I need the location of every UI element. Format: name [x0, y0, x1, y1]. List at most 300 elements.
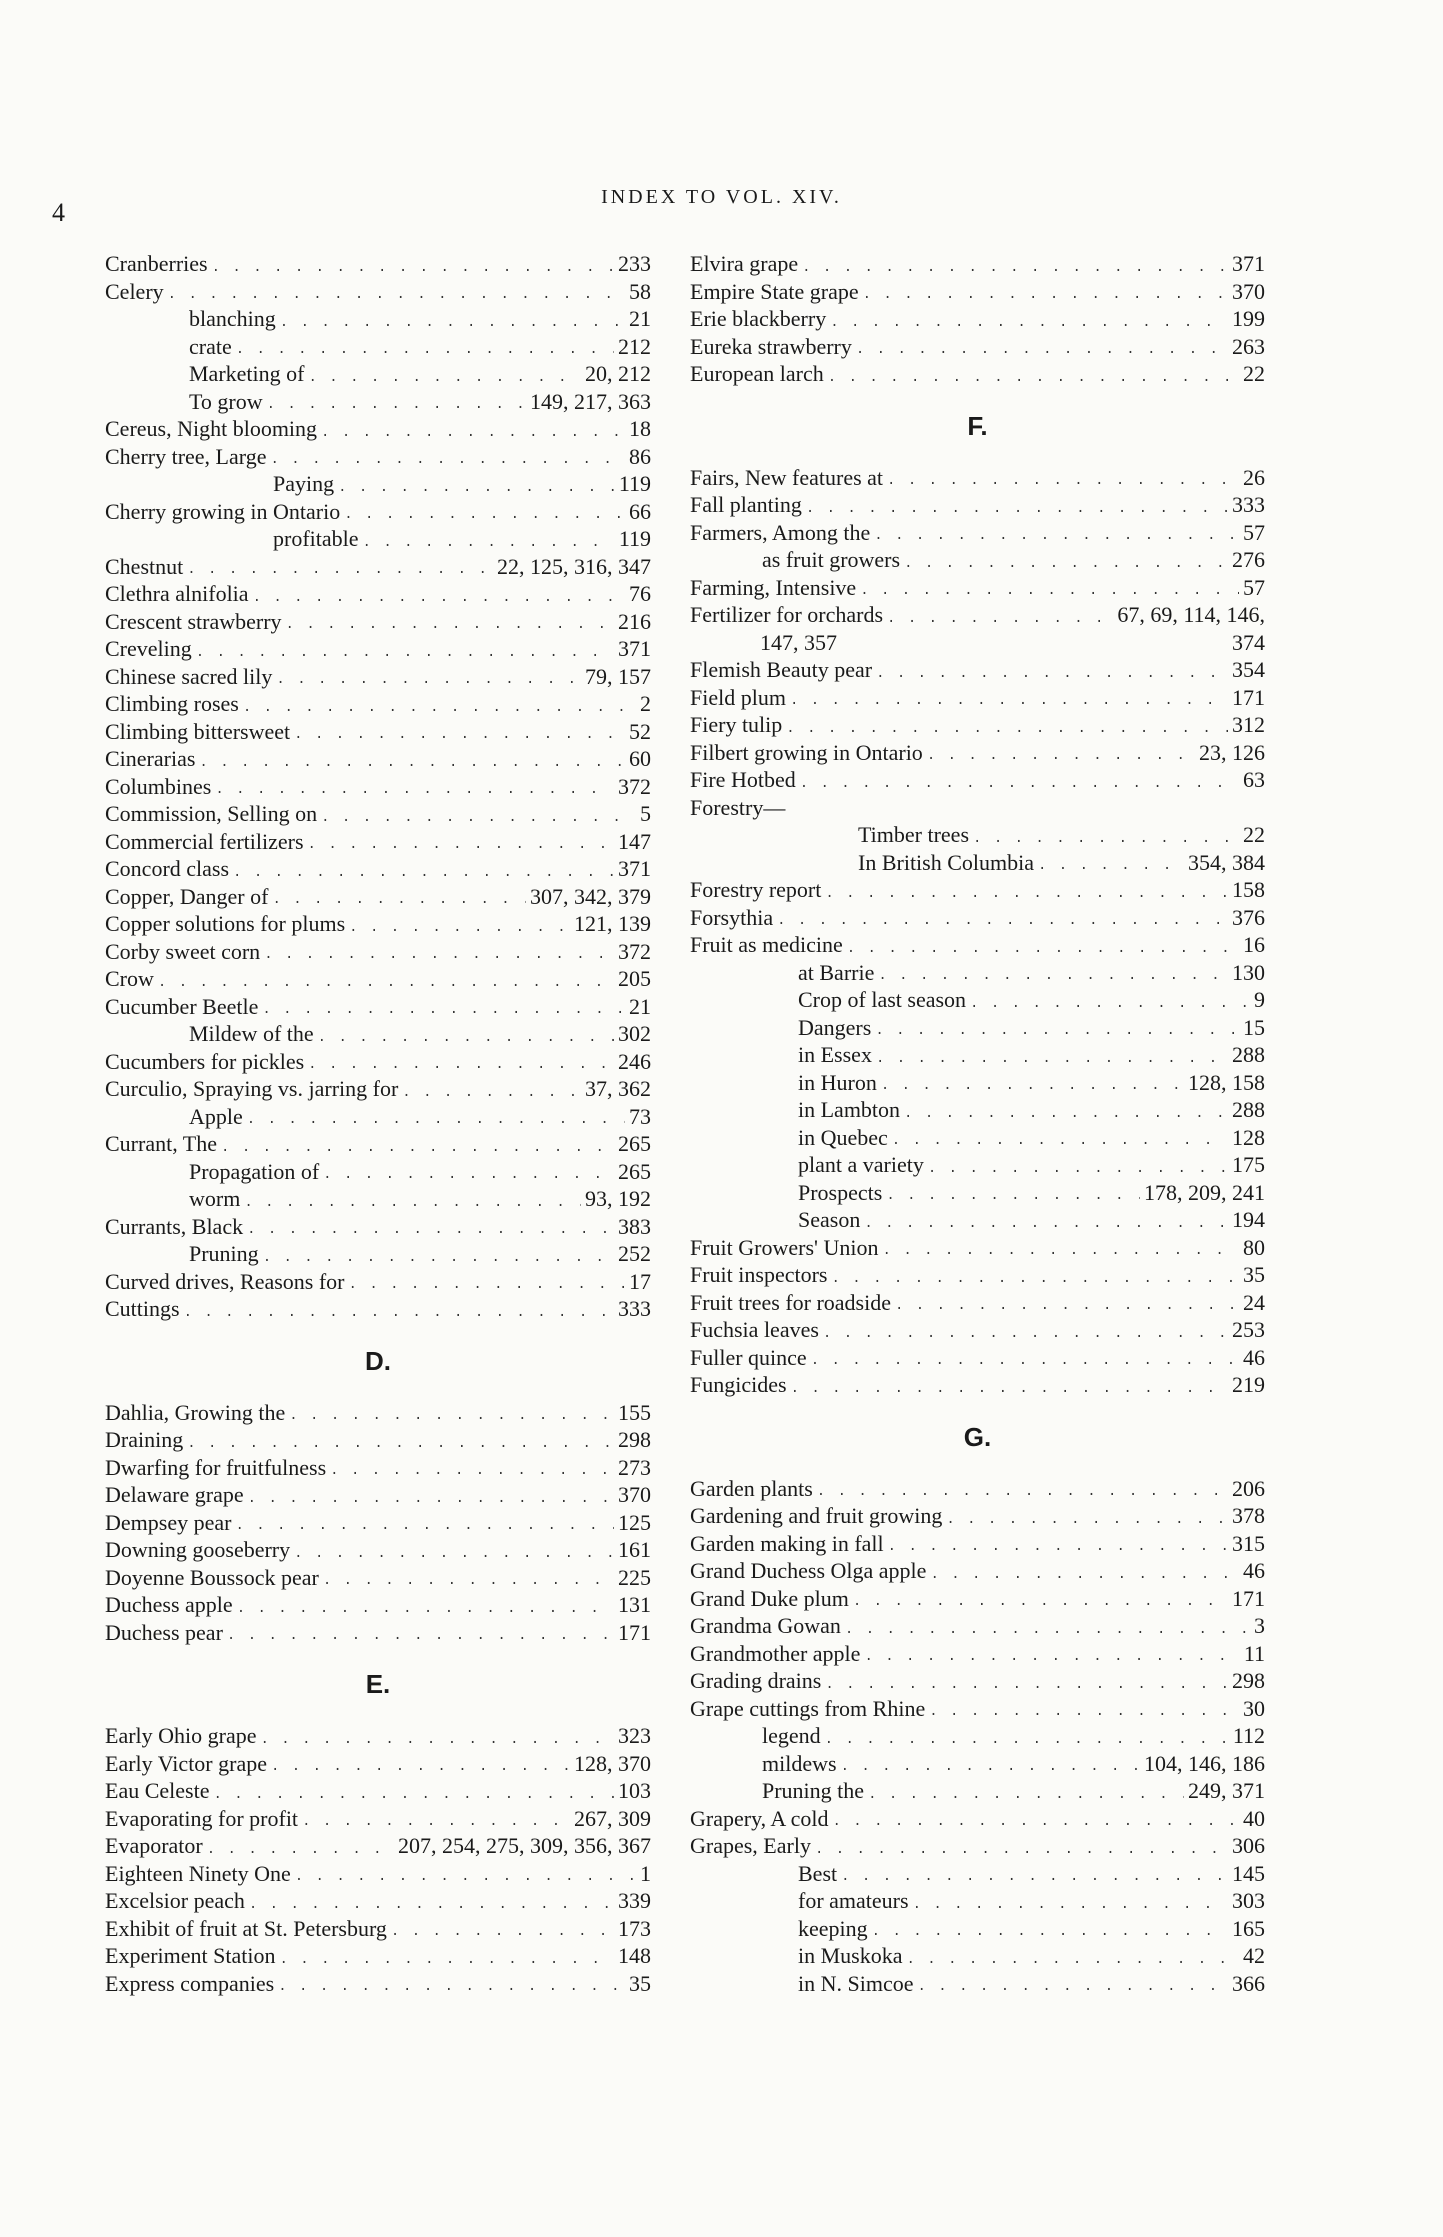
- entry-pages: 147: [618, 828, 651, 854]
- dot-leader: [1038, 856, 1184, 876]
- index-entry: [105, 773, 651, 801]
- index-entry: [690, 656, 1265, 684]
- entry-label: Field plum: [690, 684, 786, 710]
- index-entry: [690, 959, 1265, 987]
- dot-leader: [184, 1303, 614, 1323]
- entry-pages: 246: [618, 1048, 651, 1074]
- entry-label: legend: [762, 1723, 821, 1748]
- dot-leader: [823, 1324, 1228, 1344]
- index-entry: [105, 1268, 651, 1296]
- entry-pages: 130: [1232, 959, 1265, 985]
- entry-label: Eighteen Ninety One: [105, 1860, 291, 1886]
- entry-pages: 323: [618, 1723, 651, 1748]
- entry-label: Eureka strawberry: [690, 333, 852, 359]
- entry-label: Currants, Black: [105, 1213, 244, 1239]
- index-entry: [105, 250, 651, 278]
- dot-leader: [929, 1702, 1239, 1722]
- index-entry: [690, 1124, 1265, 1152]
- entry-pages: 42: [1243, 1943, 1265, 1968]
- dot-leader: [244, 1193, 581, 1213]
- entry-label: plant a variety: [798, 1152, 924, 1177]
- entry-label: Cinerarias: [105, 746, 196, 771]
- dot-leader: [918, 1977, 1229, 1997]
- entry-label: Copper solutions for plums: [105, 911, 346, 936]
- dot-leader: [887, 471, 1239, 491]
- entry-pages: 9: [1254, 987, 1265, 1012]
- entry-label: Commission, Selling on: [105, 801, 318, 826]
- index-entry: [105, 1158, 651, 1186]
- dot-leader: [876, 1049, 1228, 1069]
- index-entry: [690, 1206, 1265, 1234]
- right-column: [690, 250, 1265, 1997]
- entry-label: Curved drives, Reasons for: [105, 1268, 345, 1294]
- entry-label: Grandmother apple: [690, 1640, 861, 1666]
- entry-label: Delaware grape: [105, 1482, 244, 1507]
- dot-leader: [881, 1076, 1184, 1096]
- entry-pages: 2: [640, 691, 651, 716]
- dot-leader: [308, 835, 614, 855]
- dot-leader: [973, 829, 1239, 849]
- entry-label: Corby sweet corn: [105, 938, 261, 964]
- index-entry: [105, 1722, 651, 1750]
- entry-label: Farmers, Among the: [690, 519, 871, 545]
- entry-pages: 21: [629, 306, 651, 331]
- dot-leader: [295, 1867, 636, 1887]
- entry-pages: 249, 371: [1188, 1778, 1265, 1803]
- entry-label: Season: [798, 1207, 861, 1232]
- dot-leader: [227, 1626, 614, 1646]
- dot-leader: [883, 1241, 1239, 1261]
- index-entry: [690, 1344, 1265, 1372]
- index-entry: [690, 684, 1265, 712]
- dot-leader: [207, 1840, 394, 1860]
- dot-leader: [856, 340, 1228, 360]
- entry-pages: 18: [629, 416, 651, 441]
- index-entry: [690, 711, 1265, 739]
- index-entry: [105, 470, 651, 498]
- dot-leader: [904, 1104, 1228, 1124]
- dot-leader: [187, 1434, 614, 1454]
- entry-label: Doyenne Boussock pear: [105, 1564, 319, 1590]
- dot-leader: [196, 643, 614, 663]
- dot-leader: [930, 1565, 1239, 1585]
- dot-leader: [970, 994, 1250, 1014]
- index-entry: [105, 498, 651, 526]
- dot-leader: [243, 698, 636, 718]
- entry-pages: 46: [1243, 1344, 1265, 1370]
- dot-leader: [791, 1379, 1228, 1399]
- entry-label: Cranberries: [105, 251, 208, 276]
- dot-leader: [253, 588, 625, 608]
- entry-pages: 366: [1232, 1970, 1265, 1996]
- index-entry: [690, 1805, 1265, 1833]
- dot-leader: [323, 1571, 614, 1591]
- index-entry: [690, 574, 1265, 602]
- dot-leader: [863, 285, 1228, 305]
- entry-pages: 155: [618, 1399, 651, 1425]
- index-entry: [690, 1722, 1265, 1750]
- entry-label: Filbert growing in Ontario: [690, 739, 923, 765]
- entry-pages: 80: [1243, 1234, 1265, 1260]
- e-entries: [105, 1722, 651, 1997]
- dot-leader: [199, 753, 625, 773]
- section-heading-e: E.: [365, 1669, 391, 1699]
- entry-label: Fruit as medicine: [690, 932, 843, 957]
- dot-leader: [262, 1000, 625, 1020]
- entry-label: in Quebec: [798, 1124, 888, 1150]
- dot-leader: [264, 945, 614, 965]
- index-entry: [105, 525, 651, 553]
- entry-label: European larch: [690, 361, 824, 386]
- index-entry: [690, 821, 1265, 849]
- continuation-label: 147, 357: [760, 629, 837, 655]
- entry-label: Climbing bittersweet: [105, 718, 291, 744]
- dot-leader: [187, 560, 493, 580]
- entry-pages: 371: [618, 856, 651, 881]
- entry-pages: 40: [1243, 1805, 1265, 1831]
- index-entry: [690, 1860, 1265, 1888]
- entry-pages: 37, 362: [585, 1076, 651, 1101]
- entry-pages: 60: [629, 746, 651, 771]
- entry-pages: 161: [618, 1537, 651, 1562]
- dot-leader: [308, 368, 581, 388]
- index-entry: [690, 1316, 1265, 1344]
- entry-label: in Lambton: [798, 1097, 901, 1122]
- entry-label: Cherry tree, Large: [105, 443, 267, 469]
- entry-label: Currant, The: [105, 1131, 218, 1156]
- index-entry: [690, 1371, 1265, 1399]
- entry-label: Fungicides: [690, 1372, 787, 1397]
- entry-label: Creveling: [105, 636, 192, 661]
- index-entry: [690, 250, 1265, 278]
- index-entry: [690, 794, 1265, 822]
- entry-pages: 339: [618, 1888, 651, 1913]
- index-entry: [105, 360, 651, 388]
- entry-pages: 128, 370: [574, 1750, 651, 1776]
- dot-leader: [233, 863, 614, 883]
- entry-pages: 112: [1232, 1723, 1265, 1748]
- entry-label: Forestry report: [690, 877, 822, 902]
- index-entry: [105, 1075, 651, 1103]
- index-entry: [105, 1426, 651, 1454]
- index-entry: [105, 745, 651, 773]
- entry-label: mildews: [762, 1750, 837, 1776]
- entry-pages: 21: [629, 993, 651, 1019]
- index-entry: [105, 1750, 651, 1778]
- dot-leader: [249, 1895, 614, 1915]
- entry-pages: 26: [1243, 464, 1265, 490]
- index-entry: [105, 1185, 651, 1213]
- index-entry: [690, 849, 1265, 877]
- index-entry: [690, 1750, 1265, 1778]
- entry-label: Clethra alnifolia: [105, 581, 249, 606]
- entry-label: Flemish Beauty pear: [690, 657, 873, 682]
- entry-pages: 11: [1243, 1640, 1265, 1666]
- index-entry: [105, 1481, 651, 1509]
- dot-leader: [832, 1812, 1239, 1832]
- entry-label: Grading drains: [690, 1668, 822, 1693]
- index-entry: [690, 1695, 1265, 1723]
- dot-leader: [215, 780, 614, 800]
- dot-leader: [272, 890, 526, 910]
- dot-leader: [235, 1516, 614, 1536]
- entry-pages: 178, 209, 241: [1144, 1179, 1265, 1205]
- dot-leader: [815, 1840, 1228, 1860]
- dot-leader: [402, 1083, 581, 1103]
- entry-pages: 58: [629, 278, 651, 304]
- entry-pages: 128: [1232, 1124, 1265, 1150]
- index-entry: [105, 1942, 651, 1970]
- entry-pages: 46: [1243, 1558, 1265, 1583]
- entry-label: Forestry—: [690, 794, 786, 820]
- index-entry: [690, 491, 1265, 519]
- entry-label: Fuchsia leaves: [690, 1317, 819, 1342]
- entry-pages: 35: [1243, 1262, 1265, 1287]
- dot-leader: [868, 1785, 1184, 1805]
- dot-leader: [864, 1214, 1228, 1234]
- dot-leader: [886, 1186, 1140, 1206]
- entry-pages: 298: [618, 1427, 651, 1452]
- index-entry: [690, 278, 1265, 306]
- entry-pages: 57: [1243, 519, 1265, 545]
- entry-label: Fruit trees for roadside: [690, 1289, 891, 1315]
- section-heading-g: G.: [963, 1421, 992, 1452]
- entry-pages: 24: [1243, 1289, 1265, 1315]
- entry-pages: 265: [618, 1158, 651, 1184]
- entry-label: Paying: [273, 471, 335, 496]
- index-entry: [690, 464, 1265, 492]
- entry-label: Fuller quince: [690, 1344, 807, 1370]
- entry-pages: 216: [618, 608, 651, 634]
- entry-pages: 253: [1232, 1317, 1265, 1342]
- dot-leader: [213, 1785, 614, 1805]
- dot-leader: [221, 1138, 614, 1158]
- entry-label: In British Columbia: [858, 849, 1034, 875]
- entry-pages: 1: [640, 1860, 651, 1886]
- index-entry: [105, 1399, 651, 1427]
- entry-pages: 276: [1232, 547, 1265, 572]
- entry-pages: 119: [618, 526, 651, 551]
- entry-pages: 3: [1254, 1613, 1265, 1638]
- entry-pages: 158: [1232, 877, 1265, 902]
- entry-label: Garden plants: [690, 1475, 813, 1501]
- dot-leader: [895, 1296, 1239, 1316]
- dot-leader: [817, 1482, 1228, 1502]
- entry-pages: 30: [1243, 1695, 1265, 1721]
- index-entry: [105, 1213, 651, 1241]
- g-entries: [690, 1475, 1265, 1998]
- index-entry: [690, 601, 1265, 629]
- dot-leader: [904, 554, 1228, 574]
- dot-leader: [876, 664, 1228, 684]
- index-entry: [105, 1509, 651, 1537]
- entry-pages: 354, 384: [1188, 849, 1265, 875]
- entry-pages: 333: [618, 1296, 651, 1321]
- entry-label: To grow: [189, 388, 263, 414]
- index-entry: [105, 608, 651, 636]
- entry-label: Timber trees: [858, 822, 970, 847]
- entry-label: Propagation of: [189, 1158, 320, 1184]
- entry-pages: 378: [1232, 1503, 1265, 1528]
- entry-label: Dangers: [798, 1014, 872, 1040]
- entry-pages: 233: [618, 251, 651, 276]
- page-header: INDEX TO VOL. XIV.: [601, 186, 842, 208]
- dot-leader: [248, 1489, 614, 1509]
- entry-label: Crescent strawberry: [105, 608, 282, 634]
- index-entry: [105, 305, 651, 333]
- entry-pages: 206: [1232, 1475, 1265, 1501]
- index-entry: [690, 1151, 1265, 1179]
- index-entry: [690, 904, 1265, 932]
- dot-leader: [276, 670, 581, 690]
- entry-pages: 145: [1232, 1860, 1265, 1886]
- entry-pages: 383: [618, 1213, 651, 1239]
- index-entry: [105, 1970, 651, 1998]
- dot-leader: [349, 1275, 625, 1295]
- index-entry: [690, 1234, 1265, 1262]
- entry-pages: 76: [629, 581, 651, 606]
- index-entry: [105, 690, 651, 718]
- entry-pages: 119: [618, 471, 651, 496]
- entry-label: Early Victor grape: [105, 1750, 267, 1776]
- e-entries-continued: [690, 250, 1265, 388]
- entry-label: Early Ohio grape: [105, 1723, 257, 1748]
- entry-label: Grapes, Early: [690, 1833, 811, 1858]
- index-entry: [105, 828, 651, 856]
- entry-label: Climbing roses: [105, 691, 239, 716]
- dot-leader: [825, 1675, 1228, 1695]
- dot-leader: [845, 1620, 1250, 1640]
- entry-label: Garden making in fall: [690, 1530, 884, 1556]
- index-entry: [690, 360, 1265, 388]
- entry-label: Cereus, Night blooming: [105, 416, 318, 441]
- entry-pages: 370: [1232, 278, 1265, 304]
- index-entry: [690, 986, 1265, 1014]
- index-entry: [690, 876, 1265, 904]
- entry-label: at Barrie: [798, 959, 875, 985]
- index-entry: [105, 1130, 651, 1158]
- entry-label: Eau Celeste: [105, 1778, 210, 1803]
- entry-pages: 199: [1232, 306, 1265, 331]
- entry-pages: 73: [629, 1103, 651, 1129]
- entry-label: Evaporator: [105, 1833, 203, 1858]
- entry-pages: 171: [1232, 1585, 1265, 1611]
- index-entry: [690, 1832, 1265, 1860]
- entry-pages: 103: [618, 1778, 651, 1803]
- entry-label: Exhibit of fruit at St. Petersburg: [105, 1915, 387, 1941]
- entry-pages: 303: [1232, 1888, 1265, 1913]
- index-entry: [690, 1970, 1265, 1998]
- entry-label: Fall planting: [690, 492, 802, 517]
- index-entry: [690, 1667, 1265, 1695]
- entry-label: Chestnut: [105, 553, 184, 579]
- index-entry: [690, 1475, 1265, 1503]
- entry-pages: 205: [618, 966, 651, 991]
- entry-pages: 148: [618, 1943, 651, 1968]
- dot-leader: [294, 1544, 614, 1564]
- entry-pages: 121, 139: [574, 911, 651, 936]
- entry-pages: 273: [618, 1454, 651, 1480]
- entry-label: Grape cuttings from Rhine: [690, 1695, 926, 1721]
- index-entry: [690, 1069, 1265, 1097]
- dot-leader: [321, 808, 636, 828]
- entry-label: in Muskoka: [798, 1943, 903, 1968]
- index-entry: [690, 1557, 1265, 1585]
- index-entry: [690, 1096, 1265, 1124]
- entry-label: Grandma Gowan: [690, 1613, 841, 1638]
- entry-pages: 298: [1232, 1668, 1265, 1693]
- fertilizer-continuation: [690, 629, 1265, 657]
- dot-leader: [294, 725, 625, 745]
- dot-leader: [349, 918, 570, 938]
- entry-label: Forsythia: [690, 904, 774, 930]
- entry-pages: 66: [629, 498, 651, 524]
- entry-label: Express companies: [105, 1970, 275, 1996]
- index-entry: [690, 931, 1265, 959]
- section-heading-d: D.: [365, 1345, 391, 1376]
- entry-pages: 212: [618, 333, 651, 359]
- entry-pages: 252: [618, 1241, 651, 1266]
- index-entry: [690, 519, 1265, 547]
- dot-leader: [321, 423, 625, 443]
- index-entry: [690, 1640, 1265, 1668]
- entry-label: Curculio, Spraying vs. jarring for: [105, 1076, 399, 1101]
- dot-leader: [806, 499, 1228, 519]
- dot-leader: [928, 1159, 1228, 1179]
- entry-pages: 219: [1232, 1372, 1265, 1397]
- index-entry: [690, 1289, 1265, 1317]
- d-entries: [105, 1399, 651, 1647]
- entry-pages: 371: [1232, 251, 1265, 276]
- entry-label: for amateurs: [798, 1888, 909, 1913]
- index-entry: [690, 1502, 1265, 1530]
- entry-label: Mildew of the: [189, 1021, 314, 1046]
- entry-label: Dahlia, Growing the: [105, 1399, 286, 1425]
- entry-label: Chinese sacred lily: [105, 663, 273, 689]
- entry-label: Copper, Danger of: [105, 883, 269, 909]
- index-entry: [690, 739, 1265, 767]
- entry-pages: 35: [629, 1970, 651, 1996]
- entry-pages: 128, 158: [1188, 1069, 1265, 1095]
- dot-leader: [907, 1950, 1240, 1970]
- dot-leader: [338, 478, 615, 498]
- dot-leader: [237, 1599, 614, 1619]
- dot-leader: [802, 258, 1228, 278]
- entry-pages: 67, 69, 114, 146,: [1117, 602, 1265, 627]
- index-entry: [690, 1530, 1265, 1558]
- entry-pages: 17: [629, 1268, 651, 1294]
- dot-leader: [841, 1867, 1228, 1887]
- entry-pages: 194: [1232, 1207, 1265, 1232]
- entry-label: Best: [798, 1860, 838, 1886]
- entry-label: profitable: [273, 526, 359, 551]
- entry-pages: 5: [640, 801, 651, 826]
- dot-leader: [280, 313, 625, 333]
- index-entry: [105, 580, 651, 608]
- dot-leader: [864, 1647, 1239, 1667]
- entry-pages: 225: [618, 1564, 651, 1590]
- dot-leader: [286, 615, 614, 635]
- entry-pages: 265: [618, 1131, 651, 1156]
- index-entry: [690, 333, 1265, 361]
- entry-pages: 376: [1232, 904, 1265, 930]
- dot-leader: [800, 774, 1239, 794]
- entry-label: Prospects: [798, 1179, 883, 1205]
- entry-pages: 63: [1243, 767, 1265, 792]
- dot-leader: [236, 340, 614, 360]
- entry-label: Cucumber Beetle: [105, 993, 259, 1019]
- dot-leader: [872, 1922, 1228, 1942]
